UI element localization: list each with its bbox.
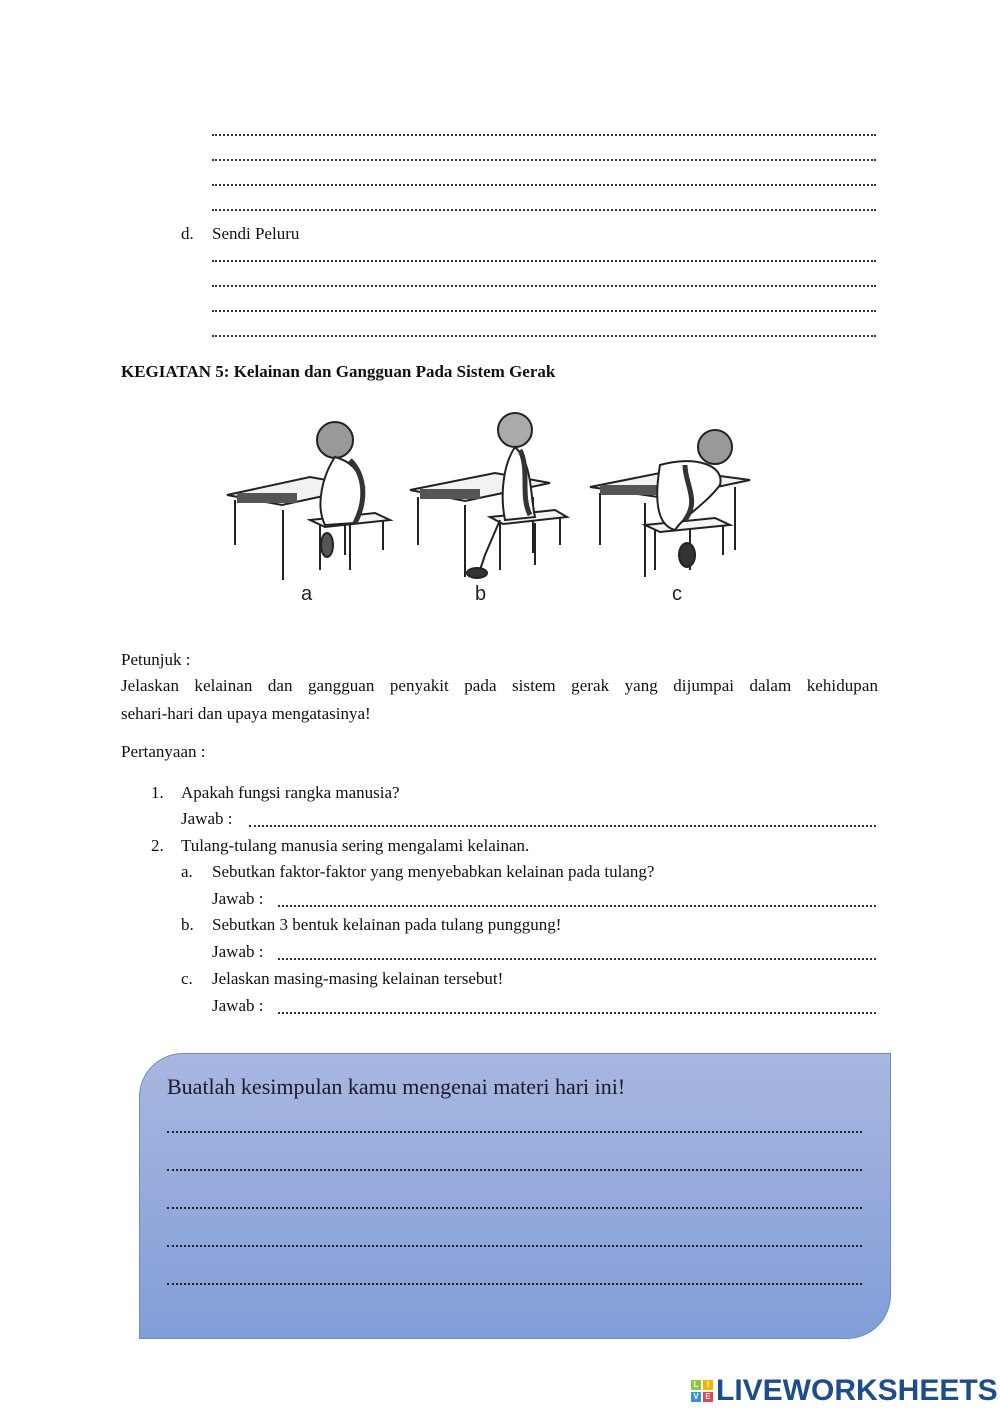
question-2-text: Tulang-tulang manusia sering mengalami kelainan. bbox=[181, 836, 530, 855]
instructions-heading: Petunjuk : bbox=[121, 650, 191, 669]
answer-line-d2[interactable] bbox=[212, 285, 876, 287]
answer-line-c1[interactable] bbox=[212, 134, 876, 136]
figure-label-b: b bbox=[475, 583, 487, 605]
question-2b-answer-label: Jawab : bbox=[212, 942, 264, 961]
question-2c-text: Jelaskan masing-masing kelainan tersebut! bbox=[212, 969, 504, 988]
question-2c-marker: c. bbox=[181, 969, 193, 988]
conclusion-line-3[interactable] bbox=[167, 1207, 862, 1209]
logo-letter-e: E bbox=[703, 1392, 713, 1402]
figure-label-a: a bbox=[301, 583, 313, 605]
question-2b-answer-line[interactable] bbox=[278, 958, 876, 960]
conclusion-line-1[interactable] bbox=[167, 1131, 862, 1133]
posture-drawing-icon bbox=[215, 405, 765, 610]
question-2a-answer-label: Jawab : bbox=[212, 889, 264, 908]
logo-letter-l: L bbox=[691, 1380, 701, 1390]
answer-line-d3[interactable] bbox=[212, 310, 876, 312]
conclusion-box bbox=[139, 1053, 891, 1339]
conclusion-line-5[interactable] bbox=[167, 1283, 862, 1285]
conclusion-title: Buatlah kesimpulan kamu mengenai materi hari ini! bbox=[167, 1074, 626, 1099]
section-title: KEGIATAN 5: Kelainan dan Gangguan Pada Sistem Gerak bbox=[121, 362, 556, 381]
posture-illustration bbox=[215, 405, 765, 610]
question-2c-answer-label: Jawab : bbox=[212, 996, 264, 1015]
item-d-marker: d. bbox=[181, 224, 194, 243]
conclusion-line-4[interactable] bbox=[167, 1245, 862, 1247]
brand-name: LIVEWORKSHEETS bbox=[716, 1374, 998, 1407]
conclusion-line-2[interactable] bbox=[167, 1169, 862, 1171]
instructions-line-2: sehari-hari dan upaya mengatasinya! bbox=[121, 704, 371, 723]
liveworksheets-logo bbox=[691, 1374, 998, 1408]
answer-line-c3[interactable] bbox=[212, 184, 876, 186]
logo-mark-icon bbox=[691, 1380, 713, 1402]
logo-letter-i: I bbox=[703, 1380, 713, 1390]
question-2a-text: Sebutkan faktor-faktor yang menyebabkan kelainan pada tulang? bbox=[212, 862, 655, 881]
question-2b-marker: b. bbox=[181, 915, 194, 934]
logo-letter-v: V bbox=[691, 1392, 701, 1402]
question-2c-answer-line[interactable] bbox=[278, 1012, 876, 1014]
question-1-text: Apakah fungsi rangka manusia? bbox=[181, 783, 400, 802]
question-1-answer-label: Jawab : bbox=[181, 809, 233, 828]
instructions-line-1: Jelaskan kelainan dan gangguan penyakit pada sistem gerak yang dijumpai dalam kehidupan bbox=[121, 676, 878, 695]
answer-line-c2[interactable] bbox=[212, 159, 876, 161]
answer-line-d4[interactable] bbox=[212, 335, 876, 337]
answer-line-c4[interactable] bbox=[212, 209, 876, 211]
question-2b-text: Sebutkan 3 bentuk kelainan pada tulang punggung! bbox=[212, 915, 562, 934]
question-1-answer-line[interactable] bbox=[249, 825, 876, 827]
answer-line-d1[interactable] bbox=[212, 260, 876, 262]
questions-heading: Pertanyaan : bbox=[121, 742, 206, 761]
figure-label-c: c bbox=[672, 583, 682, 605]
question-2-number: 2. bbox=[151, 836, 164, 855]
question-2a-marker: a. bbox=[181, 862, 193, 881]
item-d-label: Sendi Peluru bbox=[212, 224, 300, 243]
question-1-number: 1. bbox=[151, 783, 164, 802]
question-2a-answer-line[interactable] bbox=[278, 905, 876, 907]
